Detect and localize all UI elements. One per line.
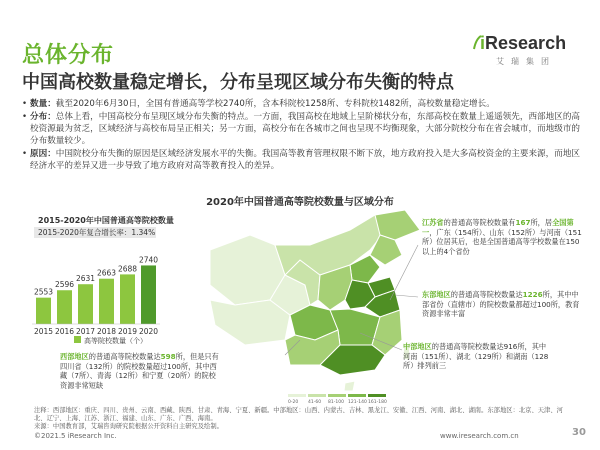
map-title: 2020年中国普通高等院校数量与区域分布: [206, 197, 394, 208]
logo-swoosh-icon: [472, 35, 482, 51]
bar-2018: [99, 279, 114, 324]
tick-label: 2019: [117, 327, 138, 336]
copyright: ©2021.5 iResearch Inc.: [34, 432, 117, 440]
bar-2020: [141, 265, 156, 324]
note-text: 注释：西部地区：重庆、四川、贵州、云南、西藏、陕西、甘肃、青海、宁夏、新疆。中部地区：山西、内蒙古、吉林、黑龙江、安徽、江西、河南、湖北、湖南。东部地区：北京、天津、河北、辽宁、上海、江苏、浙江、福建、山东、广东、广西、海南。: [34, 407, 563, 422]
bullet-reason: • 原因：中国院校分布失衡的原因是区域经济发展水平的失衡。我国高等教育管理权限不断下放，地方政府投入是大多高校资金的主要来源，而地区经济水平的差异又进一步导致了地方政府对高等教育投入的差异。: [22, 149, 581, 171]
tick-label: 2017: [75, 327, 96, 336]
legend-swatch: [74, 336, 81, 343]
legend-swatch: [328, 394, 346, 397]
callout-jiangsu: 江苏省的普通高等院校数量有167所，居全国第一，广东（154所）、山东（152所）与河南（151所）位居其后，也是全国普通高等学校数量在150以上的4个省份: [422, 218, 582, 256]
legend-label: 121-140: [348, 400, 367, 405]
bullet-text: 中国院校分布失衡的原因是区域经济发展水平的失衡。我国高等教育管理权限不断下放，地方政府投入是大多高校资金的主要来源，而地区经济水平的差异又进一步导致了地方政府对高等教育投入的差异。: [30, 149, 581, 171]
callout-west: 西部地区的普通高等院校数量达598所，但是只有四川省（132所）的院校数量超过100所，其中西藏（7所）、青海（12所）和宁夏（20所）的院校资源非常短缺: [60, 352, 219, 390]
cagr-label: 2015-2020年复合增长率：1.34%: [34, 227, 156, 238]
bullet-text: 总体上看，中国高校分布呈现区域分布失衡的特点。一方面，我国高校在地域上呈阶梯状分布，东部高校在数量上遥遥领先，西部地区的高校资源最为贫乏，区域经济与高校布局呈正相关；另一方面，高校分布在各城市之间也呈现不均衡现象，大部分院校分布在省会城市，而地级市的分布数量较少。: [30, 112, 581, 146]
tick-label: 2018: [96, 327, 117, 336]
bar-chart-title: 2015-2020年中国普通高等院校数量: [38, 216, 174, 225]
legend-label: 161-180: [368, 400, 387, 405]
legend-label: 高等院校数量（个）: [84, 337, 147, 345]
legend-swatch: [288, 394, 306, 397]
source-text: 来源：中国教育部，艾瑞咨询研究院根据公开资料自主研究及绘制。: [34, 423, 223, 430]
legend-label: 41-60: [308, 400, 322, 405]
province-tibet: [210, 300, 290, 345]
tick-label: 2015: [33, 327, 54, 336]
page-number: 30: [572, 427, 586, 438]
bar-chart: [30, 238, 180, 346]
legend-label: 0-20: [288, 400, 299, 405]
section-title: 总体分布: [22, 43, 115, 68]
data-label: 2596: [54, 280, 75, 290]
province-hainan: [344, 381, 355, 391]
legend-swatch: [308, 394, 326, 397]
logo-brand: iResearch: [480, 33, 567, 53]
callout-central: 中部地区的普通高等院校数量达916所，其中河南（151所）、湖北（129所）和湖南（128所）排列前三: [403, 342, 549, 370]
bullet-quantity: • 数量：截至2020年6月30日，全国有普通高等学校2740所，含本科院校1258所、专科院校1482所，高校数量稳定增长。: [22, 99, 495, 109]
map-provinces: [210, 210, 420, 391]
website: www.iresearch.com.cn: [440, 432, 519, 440]
legend-swatch: [368, 394, 386, 397]
bullet-label: 分布：: [30, 112, 56, 122]
data-label: 2663: [96, 268, 117, 278]
logo-subtitle: 艾瑞集团: [496, 57, 556, 66]
legend-swatch: [348, 394, 366, 397]
data-label: 2688: [117, 264, 138, 274]
bullet-list: [22, 98, 582, 173]
bar-2015: [36, 298, 51, 324]
footnote: [34, 407, 564, 431]
bullet-label: 数量：: [30, 99, 56, 109]
bar-2019: [120, 274, 135, 324]
bullet-distribution: • 分布：总体上看，中国高校分布呈现区域分布失衡的特点。一方面，我国高校在地域上呈阶梯状分布，东部高校在数量上遥遥领先，西部地区的高校资源最为贫乏，区域经济与高校布局呈正相关；另一方面，高校分布在各城市之间也呈现不均衡现象，大部分院校分布在省会城市，而地级市的分布数量较少。: [22, 112, 581, 146]
iresearch-logo: [472, 33, 582, 73]
page-title: 中国高校数量稳定增长，分布呈现区域分布失衡的特点: [22, 72, 454, 93]
data-label: 2631: [75, 274, 96, 284]
data-label: 2740: [138, 255, 159, 265]
tick-label: 2016: [54, 327, 75, 336]
bar-2016: [57, 290, 72, 324]
tick-label: 2020: [138, 327, 159, 336]
legend-label: 81-100: [328, 400, 344, 405]
data-label: 2553: [33, 287, 54, 297]
china-map: [190, 205, 430, 405]
map-legend: [288, 394, 387, 405]
callout-east: 东部地区的普通高等院校数量达1226所，其中中部省份（直辖市）的院校数量都超过100所，教育资源非常丰富: [422, 290, 580, 318]
bullet-label: 原因：: [30, 149, 56, 159]
bullet-text: 截至2020年6月30日，全国有普通高等学校2740所，含本科院校1258所、专科院校1482所，高校数量稳定增长。: [55, 99, 495, 109]
bar-2017: [78, 284, 93, 324]
